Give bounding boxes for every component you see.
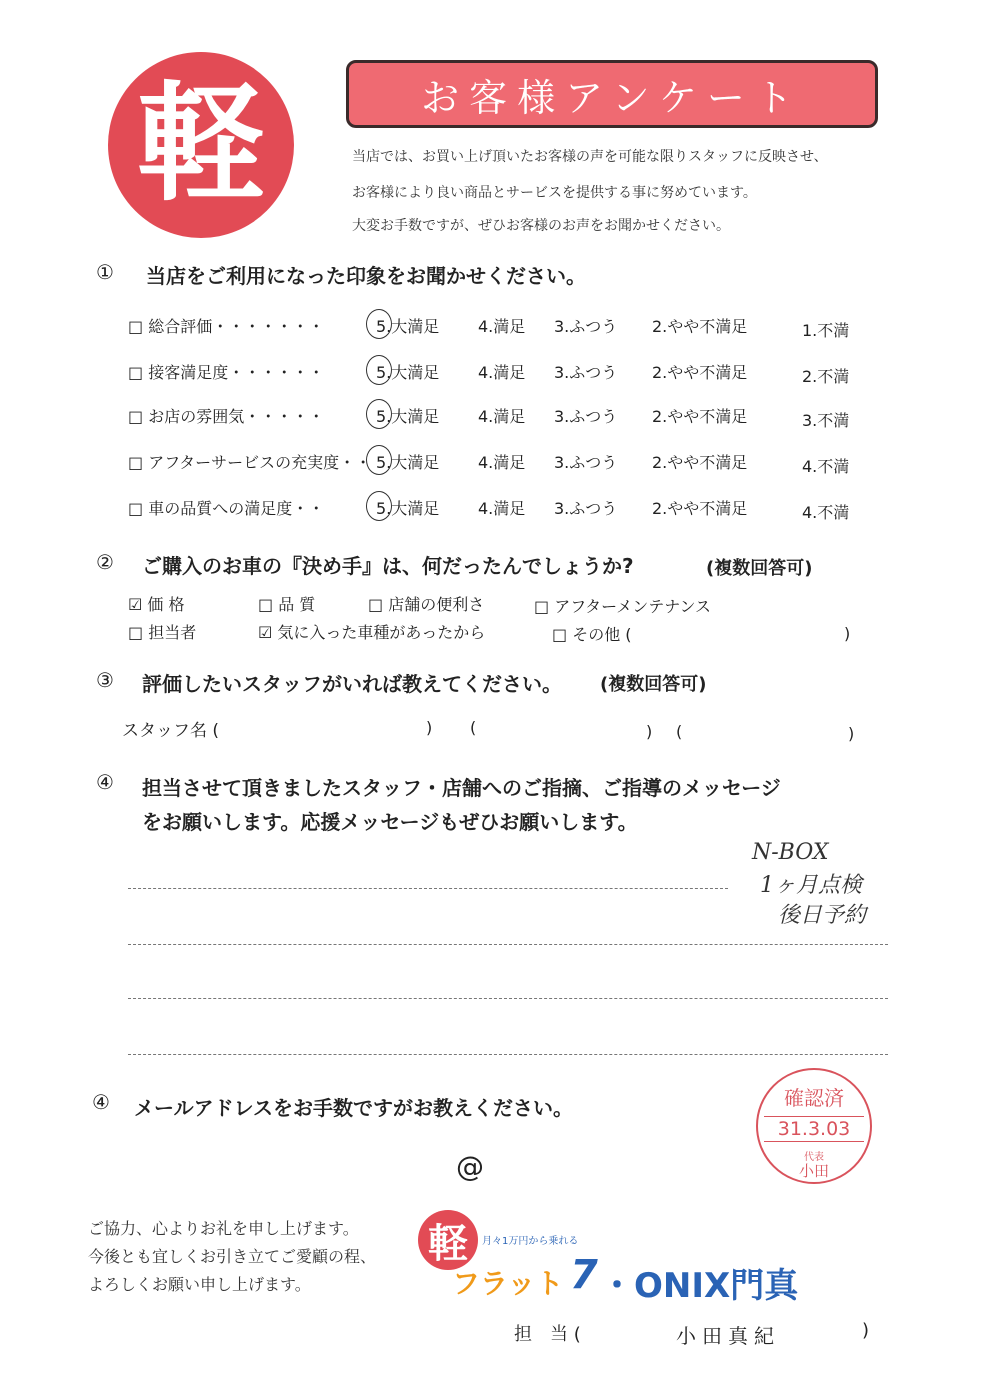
q1-number: ① [96,260,114,284]
rating-option[interactable]: 3.ふつう [554,499,618,518]
page-title: お客様アンケート [346,60,878,128]
q2-option-car-model[interactable]: ☑ 気に入った車種があったから [258,623,486,642]
rating-option[interactable]: 5.大満足 [376,453,440,472]
rating-option[interactable]: 4.満足 [478,499,526,518]
rating-option[interactable]: 2.やや不満足 [652,363,748,382]
tanto-close: ) [862,1320,870,1341]
q3-question: 評価したいスタッフがいれば教えてください。 [142,672,562,696]
q2-option-quality[interactable]: □ 品 質 [258,595,316,614]
rating-option[interactable]: 2.やや不満足 [652,453,748,472]
q2-number: ② [96,550,114,574]
q1-question: 当店をご利用になった印象をお聞かせください。 [146,264,586,288]
stamp-role: 代表 [804,1152,824,1163]
q2-other-close: ) [844,624,851,643]
rating-option[interactable]: 4.満足 [478,407,526,426]
rating-row [128,496,888,526]
rating-option[interactable]: 2.やや不満足 [652,499,748,518]
selected-rating-circle [366,399,392,429]
confirmation-stamp [756,1068,872,1184]
q2-option-price[interactable]: ☑ 価 格 [128,595,185,614]
selected-rating-circle [366,445,392,475]
staff-paren-3: ) [646,722,653,741]
tanto-name: 小田真紀 [676,1324,780,1348]
staff-paren-1: ) [426,718,433,737]
rating-option[interactable]: 4.不満 [802,503,850,522]
staff-paren-2: ( [470,718,477,737]
rating-row [128,450,888,480]
rating-option[interactable]: 3.ふつう [554,317,618,336]
intro-line-1: 当店では、お買い上げ頂いたお客様の声を可能な限りスタッフに反映させ、 [352,149,828,165]
message-line-2 [128,944,888,945]
rating-row [128,360,888,390]
handwritten-model: N-BOX [752,840,829,865]
rating-option[interactable]: 2.不満 [802,367,850,386]
brand-seven: 7 [570,1252,598,1298]
rating-row-label[interactable]: □ お店の雰囲気・・・・・ [128,407,325,426]
intro-line-2: お客様により良い商品とサービスを提供する事に努めています。 [352,185,757,201]
staff-name-label: スタッフ名 ( [122,721,220,741]
rating-option[interactable]: 4.満足 [478,363,526,382]
rating-option[interactable]: 5.大満足 [376,317,440,336]
thanks-line-1: ご協力、心よりお礼を申し上げます。 [88,1219,359,1238]
rating-row-label[interactable]: □ 車の品質への満足度・・ [128,499,325,518]
rating-option[interactable]: 2.やや不満足 [652,317,748,336]
tanto-label: 担 当 ( [514,1324,581,1345]
staff-paren-4: ( [676,722,683,741]
stamp-date: 31.3.03 [764,1116,864,1142]
selected-rating-circle [366,309,392,339]
rating-option[interactable]: 4.不満 [802,457,850,476]
selected-rating-circle [366,355,392,385]
thanks-line-2: 今後とも宜しくお引き立てご愛顧の程、 [88,1247,377,1266]
rating-option[interactable]: 1.不満 [802,321,850,340]
q2-option-maintenance[interactable]: □ アフターメンテナンス [534,597,712,616]
kei-logo: 軽 [108,52,294,238]
message-line-4 [128,1054,888,1055]
rating-row [128,314,888,344]
q2-option-other[interactable]: □ その他 ( [552,625,632,644]
rating-option[interactable]: 5.大満足 [376,407,440,426]
handwritten-inspection: 1ヶ月点検 [760,873,862,898]
rating-option[interactable]: 5.大満足 [376,499,440,518]
stamp-name: 小田 [798,1162,829,1180]
q4-question-line-1: 担当させて頂きましたスタッフ・店舗へのご指摘、ご指導のメッセージ [142,776,781,800]
brand-flat: フラット [452,1267,564,1300]
rating-option[interactable]: 3.ふつう [554,363,618,382]
rating-option[interactable]: 2.やや不満足 [652,407,748,426]
rating-row-label[interactable]: □ アフターサービスの充実度・・ [128,453,372,472]
staff-paren-5: ) [848,724,855,743]
stamp-confirmed: 確認済 [784,1086,844,1110]
q3-note: (複数回答可) [600,674,707,695]
email-at-sign: @ [456,1150,484,1183]
thanks-line-3: よろしくお願い申し上げます。 [88,1275,311,1294]
q2-question: ご購入のお車の『決め手』は、何だったんでしょうか? [142,554,634,578]
q5-number: ④ [92,1090,110,1114]
rating-row-label[interactable]: □ 接客満足度・・・・・・ [128,363,325,382]
rating-option[interactable]: 4.満足 [478,317,526,336]
rating-row-label[interactable]: □ 総合評価・・・・・・・ [128,317,325,336]
q4-question-line-2: をお願いします。応援メッセージもぜひお願いします。 [142,810,638,834]
rating-option[interactable]: 3.ふつう [554,407,618,426]
q5-question: メールアドレスをお手数ですがお教えください。 [134,1096,573,1120]
intro-line-3: 大変お手数ですが、ぜひお客様のお声をお聞かせください。 [352,218,730,234]
brand-kei-icon: 軽 [418,1210,478,1270]
q2-option-staff[interactable]: □ 担当者 [128,623,197,642]
rating-row [128,404,888,434]
rating-option[interactable]: 3.ふつう [554,453,618,472]
rating-option[interactable]: 3.不満 [802,411,850,430]
selected-rating-circle [366,491,392,521]
rating-option[interactable]: 4.満足 [478,453,526,472]
brand-name: ・ONIX門真 [600,1266,799,1306]
q4-number: ④ [96,770,114,794]
q3-number: ③ [96,668,114,692]
message-line-1 [128,888,728,889]
q2-option-convenience[interactable]: □ 店舗の便利さ [368,595,485,614]
rating-option[interactable]: 5.大満足 [376,363,440,382]
handwritten-reservation: 後日予約 [778,903,867,928]
message-line-3 [128,998,888,999]
brand-tagline: 月々1万円から乗れる [482,1236,579,1247]
q2-note: (複数回答可) [706,558,813,579]
